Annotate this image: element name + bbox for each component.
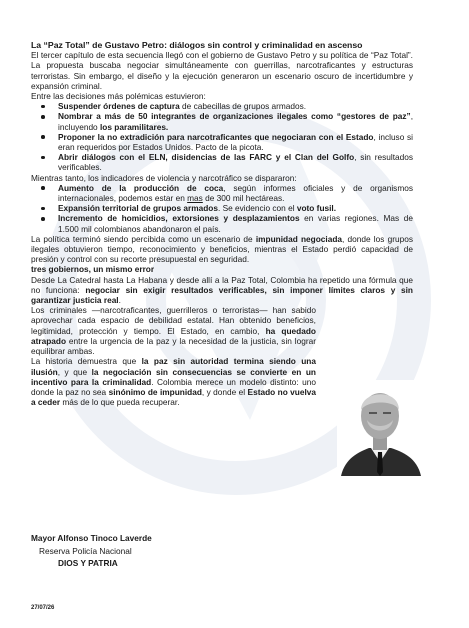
section-heading: tres gobiernos, un mismo error [31,264,155,275]
list-item: Suspender órdenes de captura de cabecillas de grupos armados. [58,101,413,111]
criminals-paragraph: Los criminales —narcotraficantes, guerrilleros o terroristas— han sabido aprovechar cada espacio de debilidad estatal. Han obtenido beneficios, legitimidad, protección y tiempo. El Estado, en cambio, ha quedado atrapado entre la urgencia de la paz y la necesidad de la justicia, sin lograr equilibrar ambas. [31,305,316,357]
decisions-lead: Entre las decisiones más polémicas estuvieron: [31,91,206,102]
list-item: Proponer la no extradición para narcotraficantes que negociaran con el Estado, incluso si eran requeridos por Estados Unidos. Pacto de la picota. [58,131,413,153]
list-item: Expansión territorial de grupos armados. Se evidencio con el voto fusil. [58,203,413,213]
indicators-list [31,183,413,234]
author-portrait [337,380,423,476]
signature-role: Reserva Policía Nacional [39,546,132,556]
perception-paragraph: La política terminó siendo percibida como un escenario de impunidad negociada, donde los grupos ilegales obtuvieron tiempo, reconocimiento y beneficios, mientras el Estado perdió capacidad de presión y control con su recorte presupuestal en seguridad. [31,233,413,265]
article-body [31,40,413,407]
article-title: La “Paz Total” de Gustavo Petro: diálogos sin control y criminalidad en ascenso [31,40,363,50]
document-date: 27/07/26 [31,605,55,611]
signature-name: Mayor Alfonso Tinoco Laverde [31,533,152,543]
signature-motto: DIOS Y PATRIA [58,558,118,568]
indicators-lead: Mientras tanto, los indicadores de violencia y narcotráfico se dispararon: [31,172,297,183]
list-item: Incremento de homicidios, extorsiones y desplazamientos en varias regiones. Mas de 1.500 mil colombianos abandonaron el país. [58,213,413,234]
history-paragraph: La historia demuestra que la paz sin autoridad termina siendo una ilusión, y que la negociación sin consecuencias se convierte en un incentivo para la criminalidad. Colombia merece un modelo distinto: uno donde la paz no sea sinónimo de impunidad, y donde el Estado no vuelva a ceder más de lo que pueda recuperar. [31,356,317,408]
list-item: Nombrar a más de 50 integrantes de organizaciones ilegales como “gestores de paz”, incluyendo los paramilitares. [58,111,413,132]
decisions-list [31,101,413,172]
list-item: Abrir diálogos con el ELN, disidencias de las FARC y el Clan del Golfo, sin resultados verificables. [58,152,413,173]
section2-paragraph: Desde La Catedral hasta La Habana y desde allí a la Paz Total, Colombia ha repetido una fórmula que no funciona: negociar sin exigir resultados verificables, sin imponer límites claros y sin garantizar justicia real. [31,274,414,306]
list-item: Aumento de la producción de coca, según informes oficiales y de organismos internacionales, podemos estar en mas de 300 mil hectáreas. [58,182,413,204]
intro-paragraph: El tercer capítulo de esta secuencia llegó con el gobierno de Gustavo Petro y su política de “Paz Total”. La propuesta buscaba negociar simultáneamente con guerrillas, narcotraficantes y estructuras terroristas. Sin embargo, el diseño y la ejecución generaron un escenario oscuro de incertidumbre y expansión criminal. [31,50,413,91]
